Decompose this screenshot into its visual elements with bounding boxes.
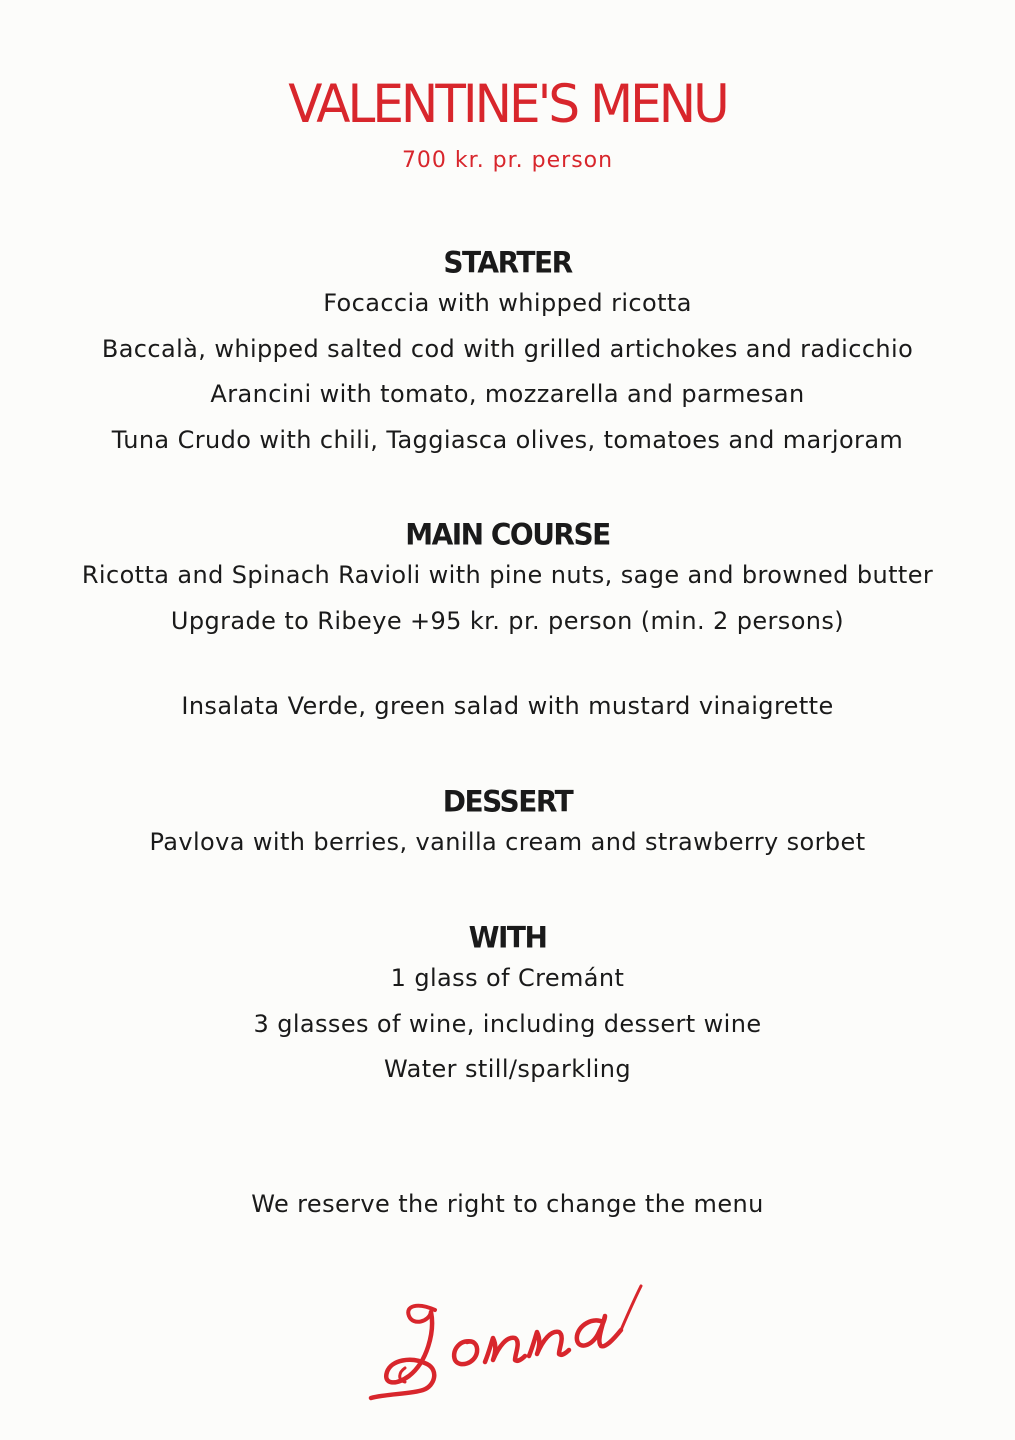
section-heading-dessert: DESSERT [442, 784, 573, 819]
section-starter [0, 245, 1015, 463]
menu-price: 700 kr. pr. person [401, 148, 614, 173]
menu-item: Focaccia with whipped ricotta [323, 289, 692, 317]
donna-logo [365, 1272, 655, 1402]
menu-item: Pavlova with berries, vanilla cream and strawberry sorbet [149, 828, 866, 856]
menu-item: Tuna Crudo with chili, Taggiasca olives, tomatoes and marjoram [111, 425, 904, 454]
menu-disclaimer: We reserve the right to change the menu [251, 1190, 764, 1218]
menu-item: Arancini with tomato, mozzarella and parmesan [210, 380, 805, 408]
spacer [0, 644, 1015, 684]
section-heading-with: WITH [468, 920, 547, 955]
menu-item: Baccalà, whipped salted cod with grilled artichokes and radicchio [101, 334, 914, 363]
section-dessert [0, 784, 1015, 866]
menu-item: 1 glass of Cremánt [390, 964, 625, 992]
menu-item: Water still/sparkling [384, 1055, 631, 1083]
menu-title: VALENTINE'S MENU [288, 73, 727, 135]
menu-item: Insalata Verde, green salad with mustard vinaigrette [181, 692, 834, 720]
section-heading-starter: STARTER [443, 245, 572, 280]
section-heading-main-course: MAIN COURSE [405, 517, 610, 552]
menu-item-upgrade: Upgrade to Ribeye +95 kr. pr. person (min. 2 persons) [170, 606, 845, 635]
menu-item: Ricotta and Spinach Ravioli with pine nuts, sage and browned butter [81, 561, 934, 589]
menu-item: 3 glasses of wine, including dessert wine [253, 1009, 762, 1038]
section-main-course [0, 517, 1015, 730]
section-with [0, 920, 1015, 1093]
